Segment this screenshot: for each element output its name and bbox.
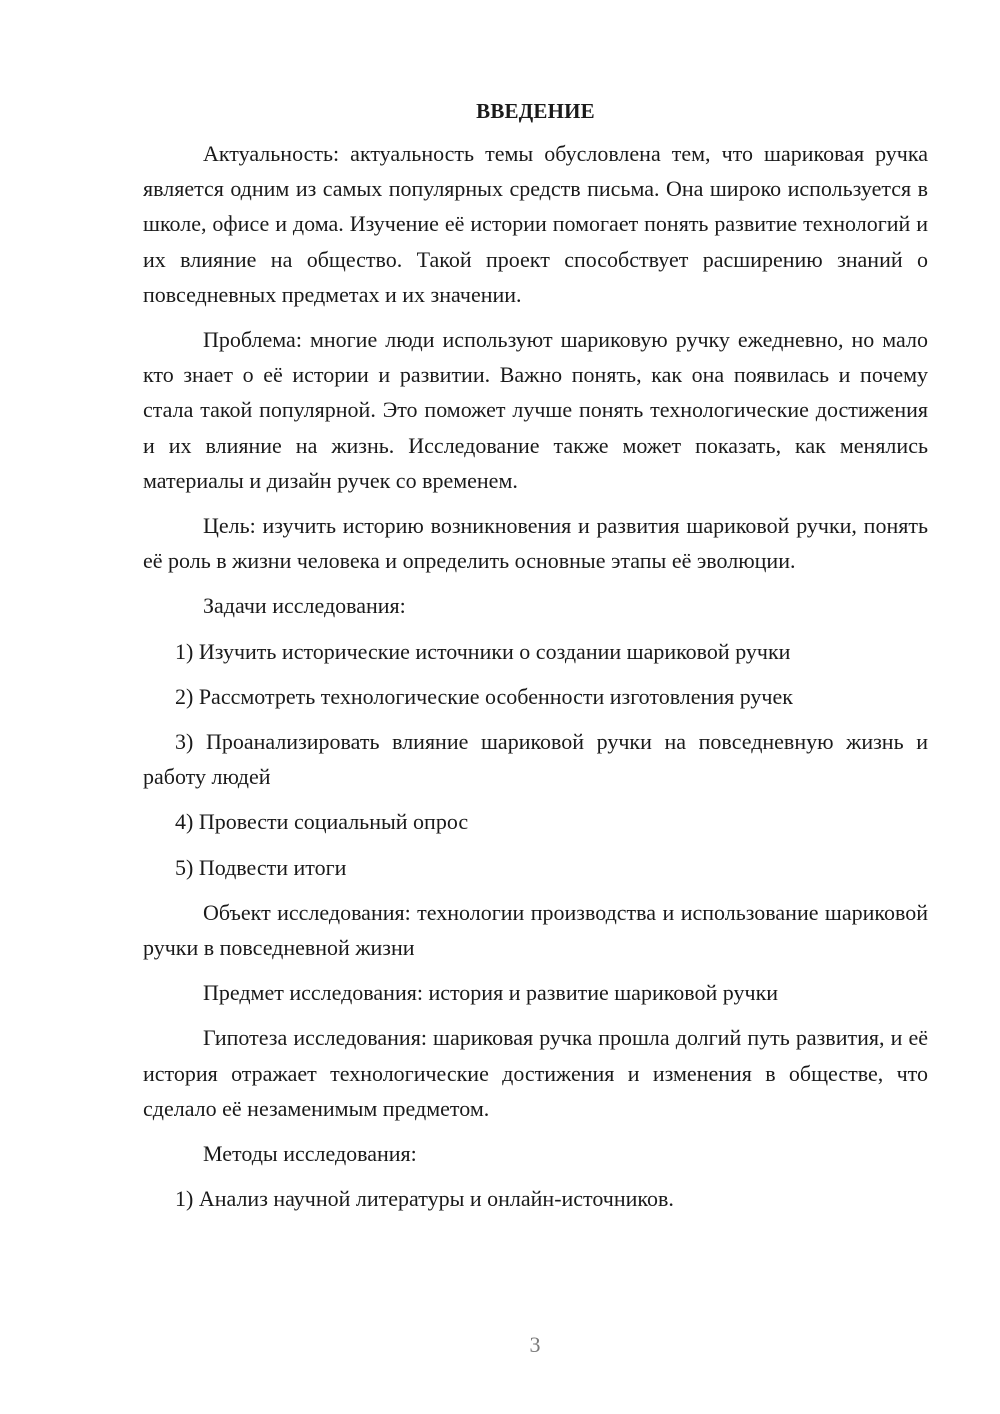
- actuality-paragraph: Актуальность: актуальность темы обусловлена тем, что шариковая ручка является одним из самых популярных средств письма. Она широко используется в школе, офисе и дома. Изучение её истории помогает понять развитие технологий и их влияние на общество. Такой проект способствует расширению знаний о повседневных предметах и их значении.: [143, 141, 928, 307]
- task-item-4: 4) Провести социальный опрос: [175, 809, 469, 835]
- task-item-3: 3) Проанализировать влияние шариковой ручки на повседневную жизнь и работу людей: [143, 729, 928, 790]
- page-number: 3: [529, 1332, 541, 1357]
- section-title: ВВЕДЕНИЕ: [476, 99, 595, 123]
- problem-paragraph: Проблема: многие люди используют шариковую ручку ежедневно, но мало кто знает о её истории и развитии. Важно понять, как она появилась и почему стала такой популярной. Это поможет лучше понять технологические достижения и их влияние на жизнь. Исследование также может показать, как менялись материалы и дизайн ручек со временем.: [143, 327, 928, 493]
- methods-heading: Методы исследования:: [203, 1141, 417, 1167]
- task-item-2: 2) Рассмотреть технологические особенности изготовления ручек: [175, 683, 793, 709]
- task-item-5: 5) Подвести итоги: [175, 854, 347, 880]
- subject-paragraph: Предмет исследования: история и развитие шариковой ручки: [203, 980, 779, 1006]
- hypothesis-paragraph: Гипотеза исследования: шариковая ручка прошла долгий путь развития, и её история отражает технологические достижения и изменения в обществе, что сделало её незаменимым предметом.: [143, 1025, 928, 1121]
- method-item-1: 1) Анализ научной литературы и онлайн-источников.: [175, 1186, 674, 1212]
- task-item-1: 1) Изучить исторические источники о создании шариковой ручки: [175, 638, 791, 664]
- object-paragraph: Объект исследования: технологии производства и использование шариковой ручки в повседневной жизни: [143, 899, 928, 961]
- document-page: [143, 94, 928, 1226]
- tasks-heading: Задачи исследования:: [203, 593, 406, 619]
- goal-paragraph: Цель: изучить историю возникновения и развития шариковой ручки, понять её роль в жизни человека и определить основные этапы её эволюции.: [143, 513, 928, 574]
